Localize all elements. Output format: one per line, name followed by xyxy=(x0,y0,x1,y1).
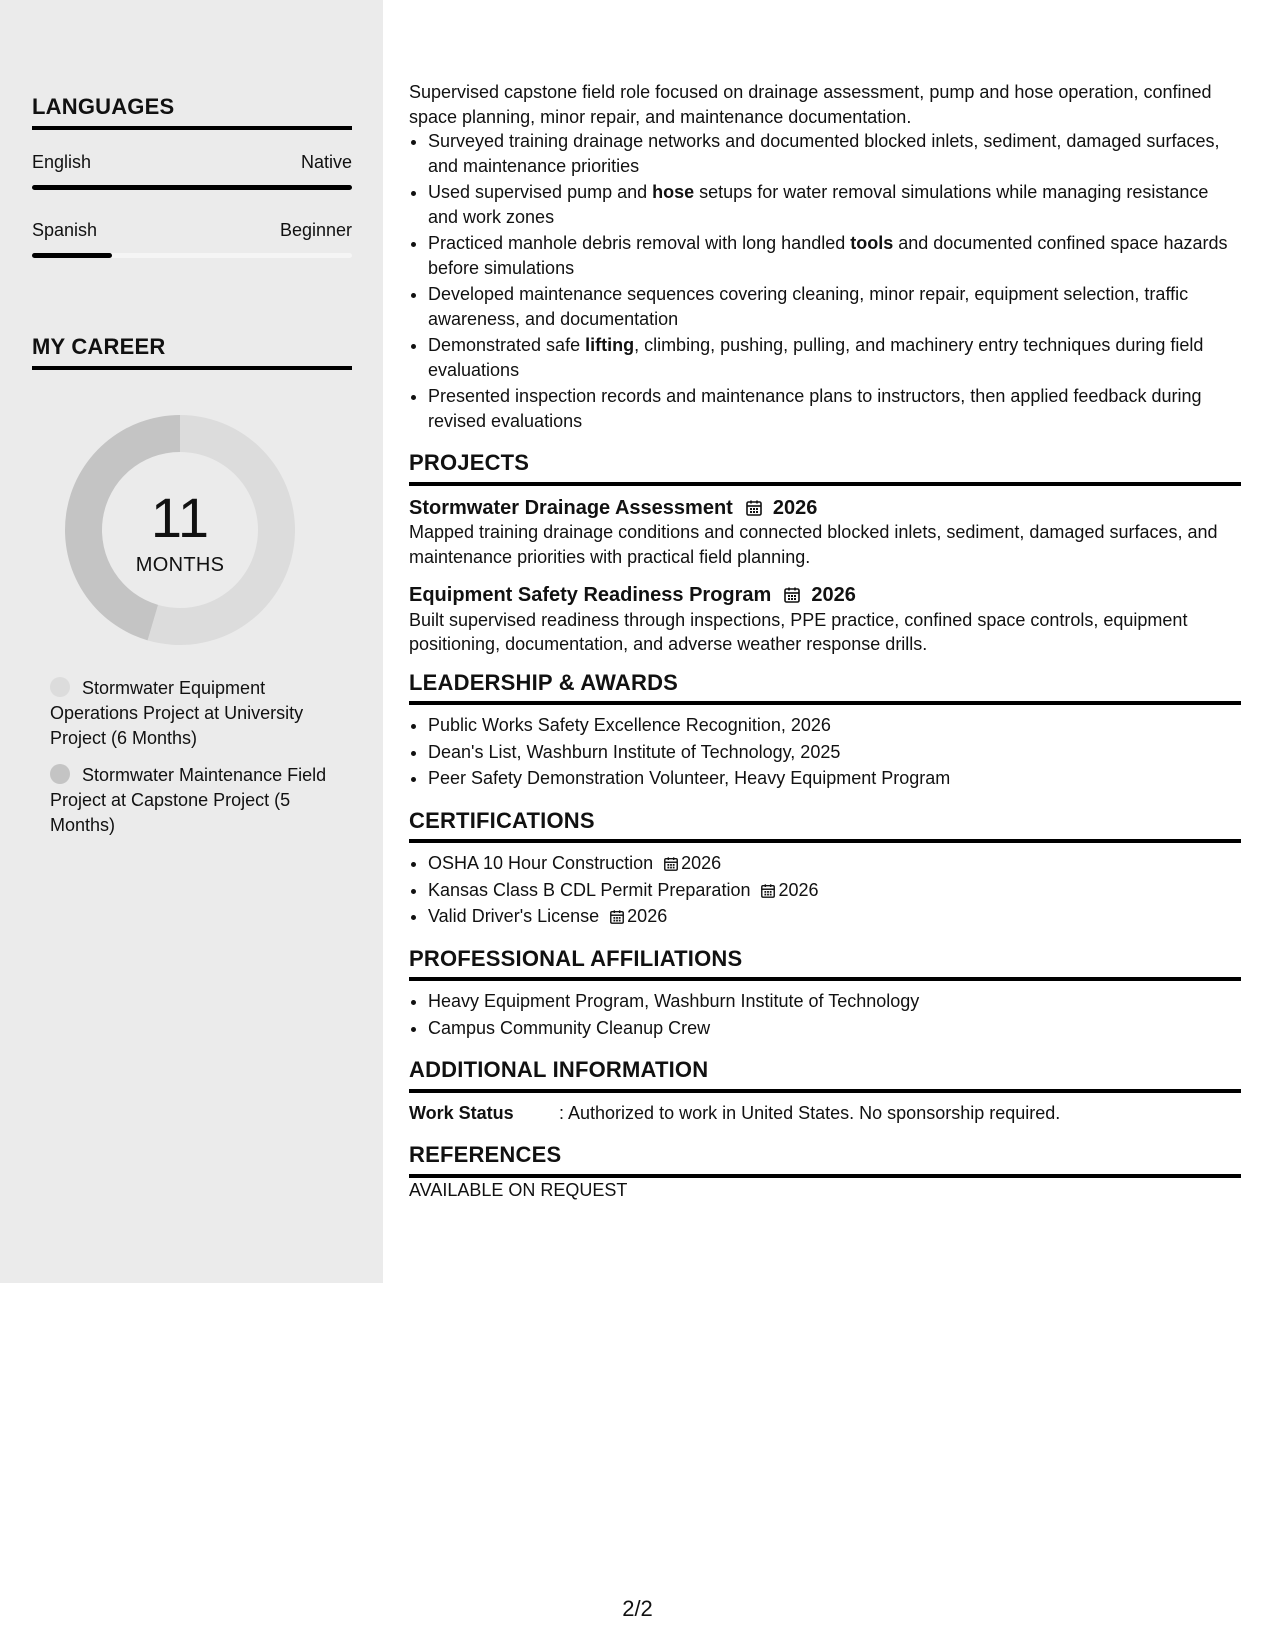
bullet-keyword: tools xyxy=(850,233,894,253)
bullet-text: Used supervised pump and xyxy=(428,182,653,202)
list-item xyxy=(428,333,1241,382)
cert-name: OSHA 10 Hour Construction xyxy=(428,853,654,873)
donut-center xyxy=(65,415,295,645)
cert-year-wrap xyxy=(609,906,667,926)
project-description: Built supervised readiness through inspections, PPE practice, confined space controls, equipment positioning, documentation, and adverse weather response drills. xyxy=(409,609,1188,654)
project-title-row xyxy=(409,496,1241,521)
career-donut-chart xyxy=(65,415,295,645)
additional-heading: ADDITIONAL INFORMATION xyxy=(409,1058,1241,1093)
career-legend xyxy=(50,676,340,850)
project-item xyxy=(409,583,1241,657)
career-heading: MY CAREER xyxy=(32,334,352,370)
affiliations-list xyxy=(409,989,1241,1040)
references-heading: REFERENCES xyxy=(409,1143,1241,1178)
project-year: 2026 xyxy=(772,496,818,519)
list-item: • Peer Safety Demonstration Volunteer, Heavy Equipment Program xyxy=(428,766,1241,791)
calendar-icon xyxy=(745,499,763,517)
cert-year: 2026 xyxy=(681,853,722,873)
list-item xyxy=(428,851,1241,876)
cert-year-wrap xyxy=(760,880,818,900)
list-item xyxy=(428,231,1241,280)
language-level: Beginner xyxy=(279,220,352,240)
legend-item xyxy=(50,763,340,838)
list-item xyxy=(428,878,1241,903)
bullet-keyword: hose xyxy=(652,182,695,202)
languages-heading: LANGUAGES xyxy=(32,94,352,130)
bullet-text: Developed maintenance sequences covering cleaning, minor repair, equipment selection, traffic awareness, and documentation xyxy=(428,284,1189,329)
bullet-text: and documented confined space hazards before simulations xyxy=(428,233,1228,278)
certifications-heading: CERTIFICATIONS xyxy=(409,809,1241,844)
list-item: • Public Works Safety Excellence Recognition, 2026 xyxy=(428,713,1241,738)
bullet-text: Practiced manhole debris removal with long handled xyxy=(428,233,851,253)
career-section xyxy=(32,334,352,370)
bullet-text: Demonstrated safe xyxy=(428,335,586,355)
list-item: • Dean's List, Washburn Institute of Technology, 2025 xyxy=(428,740,1241,765)
legend-label: Stormwater Equipment Operations Project at University Project (6 Months) xyxy=(50,678,304,748)
legend-item xyxy=(50,676,340,751)
experience-summary: Supervised capstone field role focused on drainage assessment, pump and hose operation, confined space planning, minor repair, and maintenance documentation. xyxy=(409,82,1212,127)
project-title-row xyxy=(409,583,1241,608)
experience-bullets xyxy=(409,129,1241,433)
cert-year: 2026 xyxy=(627,906,668,926)
references-text: AVAILABLE ON REQUEST xyxy=(409,1179,628,1200)
calendar-icon xyxy=(760,881,776,897)
project-year: 2026 xyxy=(811,584,856,606)
project-title: Equipment Safety Readiness Program xyxy=(409,584,772,606)
awards-list xyxy=(409,713,1241,791)
bullet-text: Surveyed training drainage networks and documented blocked inlets, sediment, damaged surfaces, and maintenance priorities xyxy=(428,131,1220,176)
cert-year: 2026 xyxy=(778,879,819,900)
list-item: • Heavy Equipment Program, Washburn Institute of Technology xyxy=(428,989,1241,1014)
bullet-text: setups for water removal simulations while managing resistance and work zones xyxy=(428,182,1209,227)
project-description: Mapped training drainage conditions and connected blocked inlets, sediment, damaged surfaces, and maintenance priorities with practical field planning. xyxy=(409,522,1218,567)
language-name: English xyxy=(32,152,92,172)
language-proficiency-fill xyxy=(32,253,112,258)
language-proficiency-bar xyxy=(32,185,352,190)
cert-name: Valid Driver's License xyxy=(428,906,600,926)
list-item xyxy=(428,180,1241,229)
language-row-english xyxy=(32,152,352,173)
work-status-row xyxy=(409,1101,1241,1126)
bullet-text: Presented inspection records and maintenance plans to instructors, then applied feedback during revised evaluations xyxy=(428,386,1202,431)
awards-heading: LEADERSHIP & AWARDS xyxy=(409,671,1241,706)
career-total-number: 11 xyxy=(150,485,210,549)
list-item xyxy=(428,282,1241,331)
list-item xyxy=(428,384,1241,433)
legend-dot xyxy=(50,677,70,697)
legend-label: Stormwater Maintenance Field Project at Capstone Project (5 Months) xyxy=(50,765,327,835)
affiliations-heading: PROFESSIONAL AFFILIATIONS xyxy=(409,947,1241,982)
language-proficiency-bar xyxy=(32,253,352,258)
cert-name: Kansas Class B CDL Permit Preparation xyxy=(428,879,751,900)
language-level: Native xyxy=(300,152,352,172)
sidebar xyxy=(0,0,383,1283)
bullet-keyword: lifting xyxy=(585,335,635,355)
legend-dot xyxy=(50,764,70,784)
work-status-value: : Authorized to work in United States. No sponsorship required. xyxy=(559,1102,1061,1123)
projects-heading: PROJECTS xyxy=(409,451,1241,486)
language-name: Spanish xyxy=(32,220,98,240)
calendar-icon xyxy=(663,854,679,870)
project-title: Stormwater Drainage Assessment xyxy=(409,496,733,519)
languages-section xyxy=(32,94,352,258)
language-row-spanish xyxy=(32,220,352,241)
work-status-label: Work Status xyxy=(409,1102,514,1123)
calendar-icon xyxy=(609,907,625,923)
project-item xyxy=(409,496,1241,570)
bullet-text: , climbing, pushing, pulling, and machinery entry techniques during field evaluations xyxy=(428,335,1204,380)
page-number: 2/2 xyxy=(622,1596,653,1621)
main-content xyxy=(409,80,1241,1202)
career-total-unit: MONTHS xyxy=(135,553,225,576)
list-item: • Campus Community Cleanup Crew xyxy=(428,1016,1241,1041)
language-proficiency-fill xyxy=(32,185,352,190)
list-item xyxy=(428,904,1241,929)
calendar-icon xyxy=(783,586,801,604)
certifications-list xyxy=(409,851,1241,929)
list-item xyxy=(428,129,1241,178)
cert-year-wrap xyxy=(663,853,721,873)
